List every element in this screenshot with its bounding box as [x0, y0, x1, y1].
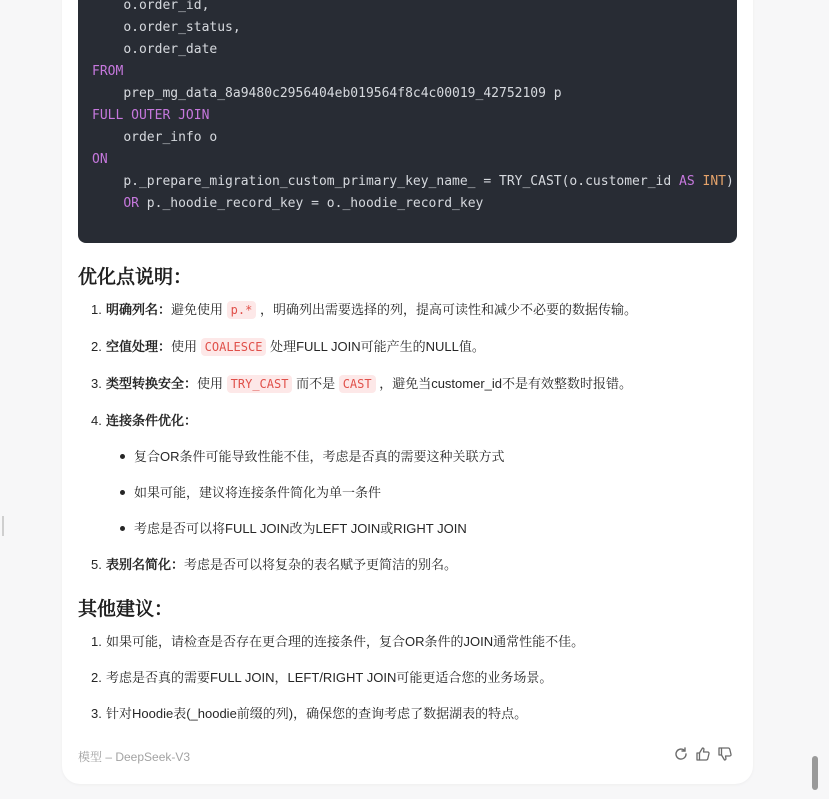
inline-code: COALESCE [201, 338, 267, 356]
section-title-other: 其他建议： [78, 598, 174, 620]
list-item: 2. 空值处理：使用 COALESCE 处理FULL JOIN可能产生的NULL值。 [91, 339, 485, 354]
scrollbar[interactable] [812, 756, 818, 790]
inline-code: p.* [227, 301, 257, 319]
list-item: 3. 针对Hoodie表(_hoodie前缀的列)，确保您的查询考虑了数据湖表的特点。 [91, 706, 528, 721]
code-line: o.order_id, [123, 0, 210, 13]
list-item: 2. 考虑是否真的需要FULL JOIN，LEFT/RIGHT JOIN可能更适合您的业务场景。 [91, 670, 553, 685]
message-actions [673, 746, 733, 762]
inline-code: CAST [339, 375, 376, 393]
model-label: 模型 – DeepSeek-V3 [78, 750, 191, 764]
list-item: 5. 表别名简化：考虑是否可以将复杂的表名赋予更简洁的别名。 [91, 557, 458, 572]
sub-list-item: 复合OR条件可能导致性能不佳，考虑是否真的需要这种关联方式 [120, 447, 505, 467]
code-line: ON [92, 152, 108, 167]
code-line: o.order_date [123, 42, 218, 57]
code-line: prep_mg_data_8a9480c2956404eb019564f8c4c00019_42752109 p [123, 86, 562, 101]
regenerate-icon[interactable] [673, 746, 689, 762]
thumbs-up-icon[interactable] [695, 746, 711, 762]
list-item: 1. 明确列名：避免使用 p.* ，明确列出需要选择的列，提高可读性和减少不必要的数据传输。 [91, 302, 637, 317]
thumbs-down-icon[interactable] [717, 746, 733, 762]
code-line: p._prepare_migration_custom_primary_key_name_ = TRY_CAST(o.customer_id AS INT) [123, 174, 734, 189]
code-block [78, 0, 737, 243]
list-item: 3. 类型转换安全：使用 TRY_CAST 而不是 CAST ，避免当customer_id不是有效整数时报错。 [91, 376, 633, 391]
code-line: order_info o [123, 130, 218, 145]
code-line: OR p._hoodie_record_key = o._hoodie_record_key [123, 196, 484, 211]
bullet-icon [120, 526, 125, 531]
code-line: FULL OUTER JOIN [92, 108, 210, 123]
section-title-optimizations: 优化点说明： [78, 266, 193, 288]
resize-handle[interactable] [2, 516, 4, 536]
inline-code: TRY_CAST [227, 375, 293, 393]
bullet-icon [120, 454, 125, 459]
code-line: o.order_status, [123, 20, 241, 35]
bullet-icon [120, 490, 125, 495]
code-line: FROM [92, 64, 124, 79]
sub-list-item: 如果可能，建议将连接条件简化为单一条件 [120, 483, 381, 503]
list-item: 4. 连接条件优化： [91, 413, 198, 428]
sub-list-item: 考虑是否可以将FULL JOIN改为LEFT JOIN或RIGHT JOIN [120, 519, 467, 539]
list-item: 1. 如果可能，请检查是否存在更合理的连接条件，复合OR条件的JOIN通常性能不佳。 [91, 634, 585, 649]
